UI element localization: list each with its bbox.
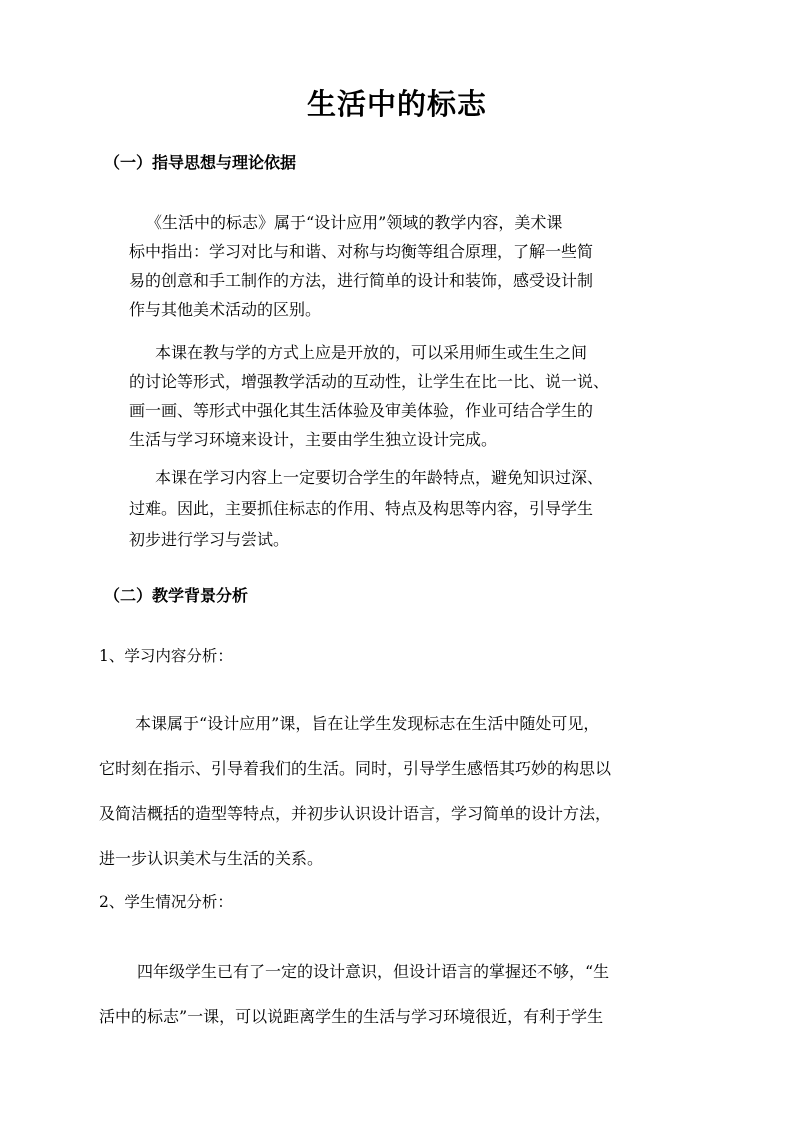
paragraph-line: 活中的标志”一课，可以说距离学生的生活与学习环境很近，有利于学生 — [99, 1007, 604, 1026]
section-heading-guiding-ideas: （一）指导思想与理论依据 — [104, 153, 297, 172]
paragraph-line: 标中指出：学习对比与和谐、对称与均衡等组合原理，了解一些简 — [129, 242, 594, 261]
paragraph-line: 本课在学习内容上一定要切合学生的年龄特点，避免知识过深、 — [155, 468, 604, 487]
paragraph-line: 画一画、等形式中强化其生活体验及审美体验，作业可结合学生的 — [129, 401, 594, 420]
subheading-learning-content: 1、学习内容分析： — [99, 647, 233, 665]
paragraph-line: 本课在教与学的方式上应是开放的，可以采用师生或生生之间 — [155, 343, 588, 362]
paragraph-line: 的讨论等形式，增强教学活动的互动性，让学生在比一比、说一说、 — [129, 372, 610, 391]
paragraph-line: 四年级学生已有了一定的设计意识，但设计语言的掌握还不够，“生 — [137, 962, 610, 981]
paragraph-guiding-2 — [129, 338, 609, 454]
subheading-student-situation: 2、学生情况分析： — [99, 893, 233, 911]
paragraph-line: 初步进行学习与尝试。 — [129, 530, 290, 549]
paragraph-line: 进一步认识美术与生活的关系。 — [99, 849, 324, 868]
paragraph-line: 易的创意和手工制作的方法，进行简单的设计和装饰，感受设计制 — [129, 271, 594, 290]
section-heading-teaching-background: （二）教学背景分析 — [104, 586, 249, 605]
paragraph-line: 过难。因此，主要抓住标志的作用、特点及构思等内容，引导学生 — [129, 499, 594, 518]
paragraph-guiding-3 — [129, 462, 603, 555]
paragraph-line: 本课属于“设计应用”课，旨在让学生发现标志在生活中随处可见， — [135, 714, 600, 733]
paragraph-line: 及简洁概括的造型等特点，并初步认识设计语言，学习简单的设计方法， — [99, 804, 612, 823]
paragraph-learning-content — [99, 701, 611, 881]
paragraph-line: 作与其他美术活动的区别。 — [129, 300, 322, 319]
paragraph-guiding-1 — [129, 208, 593, 324]
paragraph-line: 它时刻在指示、引导着我们的生活。同时，引导学生感悟其巧妙的构思以 — [99, 759, 612, 778]
paragraph-student-situation — [99, 949, 609, 1039]
paragraph-line: 生活与学习环境来设计，主要由学生独立设计完成。 — [129, 430, 498, 449]
document-title: 生活中的标志 — [306, 87, 487, 121]
paragraph-line: 《生活中的标志》属于“设计应用”领域的教学内容，美术课 — [146, 213, 563, 232]
